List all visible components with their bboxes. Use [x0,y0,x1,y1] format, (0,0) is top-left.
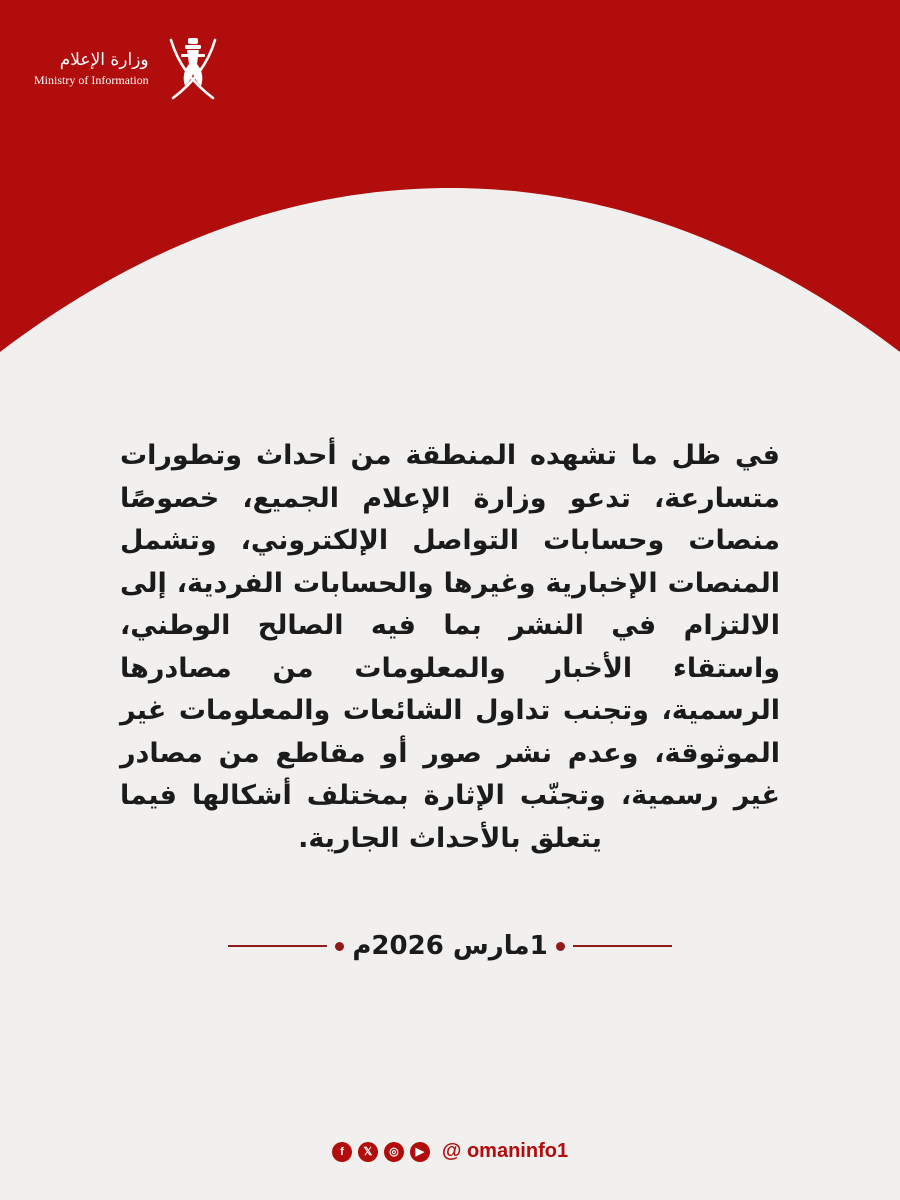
date-row [228,926,672,966]
date-divider-dot-right [556,942,565,951]
khanjar-emblem-icon [161,34,225,104]
statement-date: 1مارس 2026م [352,931,548,961]
ministry-logo [34,34,225,104]
social-footer [0,1140,900,1163]
x-icon[interactable]: 𝕏 [358,1142,378,1162]
facebook-icon[interactable]: f [332,1142,352,1162]
ministry-name [34,50,149,88]
instagram-icon[interactable]: ◎ [384,1142,404,1162]
date-divider-dot-left [335,942,344,951]
date-divider-right [573,945,672,947]
youtube-icon[interactable]: ▶ [410,1142,430,1162]
social-handle[interactable]: @ omaninfo1 [441,1140,569,1162]
ministry-name-arabic: وزارة الإعلام [59,50,149,70]
date-divider-left [228,945,327,947]
statement-text: في ظل ما تشهده المنطقة من أحداث وتطورات متسارعة، تدعو وزارة الإعلام الجميع، خصوصًا منصات وحسابات التواصل الإلكتروني، وتشمل المنصات الإخبارية وغيرها والحسابات الفردية، إلى الالتزام في النشر بما فيه الصالح الوطني، واستقاء الأخبار والمعلومات من مصادرها الرسمية، وتجنب تداول الشائعات والمعلومات غير الموثوقة، وعدم نشر صور أو مقاطع من مصادر غير رسمية، وتجنّب الإثارة بمختلف أشكالها فيما يتعلق بالأحداث الجارية. [120,440,780,854]
ministry-name-english: Ministry of Information [34,73,149,87]
